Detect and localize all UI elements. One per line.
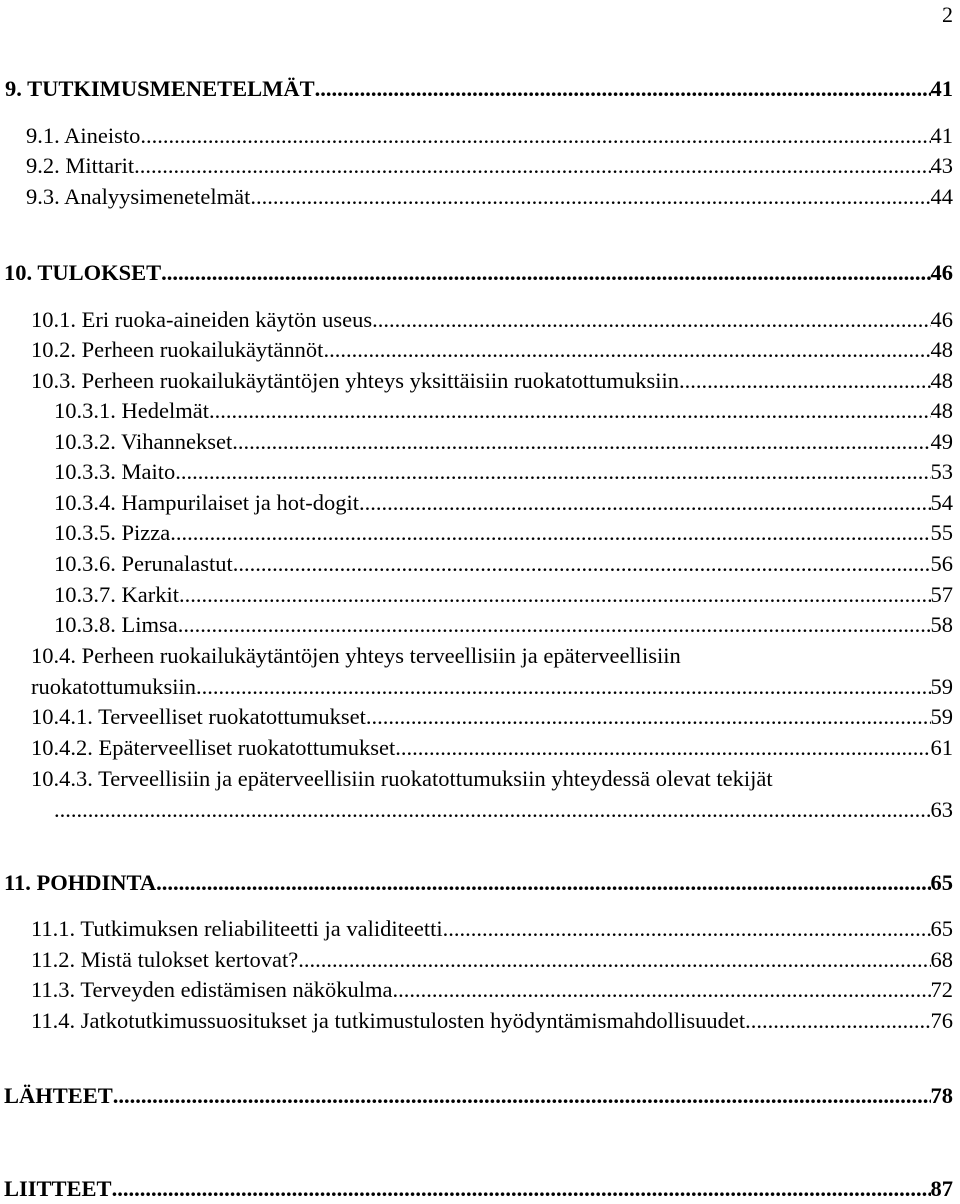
toc-entry-s10-4-3[interactable] [54, 795, 953, 825]
toc-entry-page-number: 43 [930, 153, 953, 178]
toc-entry-label: 9.2. Mittarit [26, 153, 135, 178]
toc-entry-page-number: 78 [930, 1083, 953, 1108]
toc-entry-s10-3-2[interactable] [54, 427, 953, 457]
toc-entry-s10-4[interactable] [31, 672, 953, 702]
toc-entry-page-number: 53 [930, 459, 953, 484]
toc-entry-label: 10.4.2. Epäterveelliset ruokatottumukset [31, 735, 396, 760]
toc-entry-page-number: 48 [930, 337, 953, 362]
toc-entry-label: 10.3.2. Vihannekset [54, 429, 233, 454]
toc-entry-page-number: 41 [930, 76, 953, 101]
toc-entry-label: 10.3.5. Pizza [54, 520, 171, 545]
toc-entry-label: ruokatottumuksiin [31, 674, 196, 699]
toc-entry-s10-4-1[interactable] [31, 702, 953, 732]
toc-entry-label: 10.3.3. Maito [54, 459, 176, 484]
toc-entry-ch11[interactable] [4, 868, 953, 898]
toc-entry-page-number: 41 [930, 123, 953, 148]
toc-entry-label-line1: 10.4.3. Terveellisiin ja epäterveellisiin ruokatottumuksiin yhteydessä olevat tekijät [31, 766, 773, 791]
toc-entry-page-number: 59 [930, 674, 953, 699]
toc-entry-page-number: 54 [930, 490, 953, 515]
toc-entry-label: LÄHTEET [4, 1083, 113, 1108]
toc-entry-s11-1[interactable] [31, 914, 953, 944]
toc-entry-s11-4[interactable] [31, 1006, 953, 1036]
toc-entry-label: 10.1. Eri ruoka-aineiden käytön useus [31, 307, 373, 332]
toc-entry-s11-3[interactable] [31, 975, 953, 1005]
toc-entry-ch9[interactable] [5, 74, 953, 104]
toc-entry-s10-3-3[interactable] [54, 457, 953, 487]
toc-entry-page-number: 59 [930, 704, 953, 729]
dot-leader [156, 868, 930, 898]
toc-entry-page-number: 65 [930, 870, 953, 895]
dot-leader [392, 975, 930, 1005]
toc-entry-page-number: 44 [930, 184, 953, 209]
toc-entry-s9-3[interactable] [26, 182, 953, 212]
toc-entry-label: 9. TUTKIMUSMENETELMÄT [5, 76, 315, 101]
dot-leader [54, 795, 931, 825]
toc-entry-page-number: 63 [930, 797, 953, 822]
toc-entry-page-number: 65 [930, 916, 953, 941]
toc-entry-page-number: 72 [930, 977, 953, 1002]
toc-entry-label: 10.3.4. Hampurilaiset ja hot-dogit [54, 490, 359, 515]
dot-leader [250, 182, 930, 212]
dot-leader [679, 366, 930, 396]
dot-leader [140, 121, 930, 151]
toc-entry-label: 10.4.1. Terveelliset ruokatottumukset [31, 704, 366, 729]
dot-leader [232, 427, 930, 457]
toc-entry-label: 10.3.7. Karkit [54, 582, 179, 607]
toc-entry-page-number: 58 [930, 612, 953, 637]
dot-leader [395, 733, 930, 763]
toc-entry-label: LIITTEET [4, 1176, 112, 1201]
dot-leader [359, 488, 931, 518]
toc-entry-s10-3-7[interactable] [54, 580, 953, 610]
dot-leader [196, 672, 931, 702]
dot-leader [315, 74, 931, 104]
toc-entry-page-number: 68 [930, 947, 953, 972]
toc-entry-lahteet[interactable] [4, 1081, 953, 1111]
toc-entry-page-number: 48 [930, 398, 953, 423]
toc-entry-s10-2[interactable] [31, 335, 953, 365]
toc-entry-page-number: 57 [930, 582, 953, 607]
toc-entry-page-number: 56 [930, 551, 953, 576]
dot-leader [745, 1006, 930, 1036]
toc-entry-label: 9.3. Analyysimenetelmät [26, 184, 251, 209]
dot-leader [179, 580, 931, 610]
page-number: 2 [942, 2, 953, 27]
toc-entry-s9-1[interactable] [26, 121, 953, 151]
dot-leader [175, 457, 930, 487]
dot-leader [372, 305, 930, 335]
toc-entry-s11-2[interactable] [31, 945, 953, 975]
dot-leader [323, 335, 930, 365]
toc-entry-page-number: 55 [930, 520, 953, 545]
toc-entry-s10-1[interactable] [31, 305, 953, 335]
toc-entry-label-line1: 10.4. Perheen ruokailukäytäntöjen yhteys terveellisiin ja epäterveellisiin [31, 643, 681, 668]
toc-entry-label: 10.2. Perheen ruokailukäytännöt [31, 337, 324, 362]
toc-entry-s9-2[interactable] [26, 151, 953, 181]
dot-leader [134, 151, 930, 181]
dot-leader [209, 396, 931, 426]
toc-entry-label: 11.2. Mistä tulokset kertovat? [31, 947, 299, 972]
toc-entry-page-number: 76 [930, 1008, 953, 1033]
toc-entry-page-number: 46 [930, 307, 953, 332]
toc-entry-label: 11.4. Jatkotutkimussuositukset ja tutkimustulosten hyödyntämismahdollisuudet [31, 1008, 746, 1033]
toc-entry-s10-3-1[interactable] [54, 396, 953, 426]
toc-entry-page-number: 87 [930, 1176, 953, 1201]
toc-entry-label: 10.3.1. Hedelmät [54, 398, 209, 423]
toc-entry-s10-4-2[interactable] [31, 733, 953, 763]
dot-leader [178, 610, 931, 640]
toc-entry-s10-3-4[interactable] [54, 488, 953, 518]
toc-entry-s10-3-5[interactable] [54, 518, 953, 548]
toc-entry-s10-3[interactable] [31, 366, 953, 396]
toc-entry-page-number: 61 [930, 735, 953, 760]
dot-leader [233, 549, 931, 579]
toc-entry-page-number: 48 [930, 368, 953, 393]
toc-entry-label: 10.3.8. Limsa [54, 612, 178, 637]
toc-entry-label: 10. TULOKSET [4, 260, 162, 285]
toc-entry-label: 10.3.6. Perunalastut [54, 551, 233, 576]
toc-entry-label: 11.3. Terveyden edistämisen näkökulma [31, 977, 393, 1002]
toc-entry-page-number: 46 [930, 260, 953, 285]
toc-entry-s10-3-8[interactable] [54, 610, 953, 640]
dot-leader [298, 945, 930, 975]
toc-entry-page-number: 49 [930, 429, 953, 454]
dot-leader [443, 914, 931, 944]
dot-leader [366, 702, 931, 732]
toc-entry-label: 10.3. Perheen ruokailukäytäntöjen yhteys yksittäisiin ruokatottumuksiin [31, 368, 680, 393]
toc-entry-ch10[interactable] [4, 258, 953, 288]
dot-leader [113, 1081, 931, 1111]
dot-leader [170, 518, 930, 548]
toc-entry-label: 9.1. Aineisto [26, 123, 141, 148]
dot-leader [161, 258, 930, 288]
toc-entry-label: 11. POHDINTA [4, 870, 157, 895]
toc-entry-label: 11.1. Tutkimuksen reliabiliteetti ja validiteetti [31, 916, 443, 941]
toc-entry-s10-3-6[interactable] [54, 549, 953, 579]
